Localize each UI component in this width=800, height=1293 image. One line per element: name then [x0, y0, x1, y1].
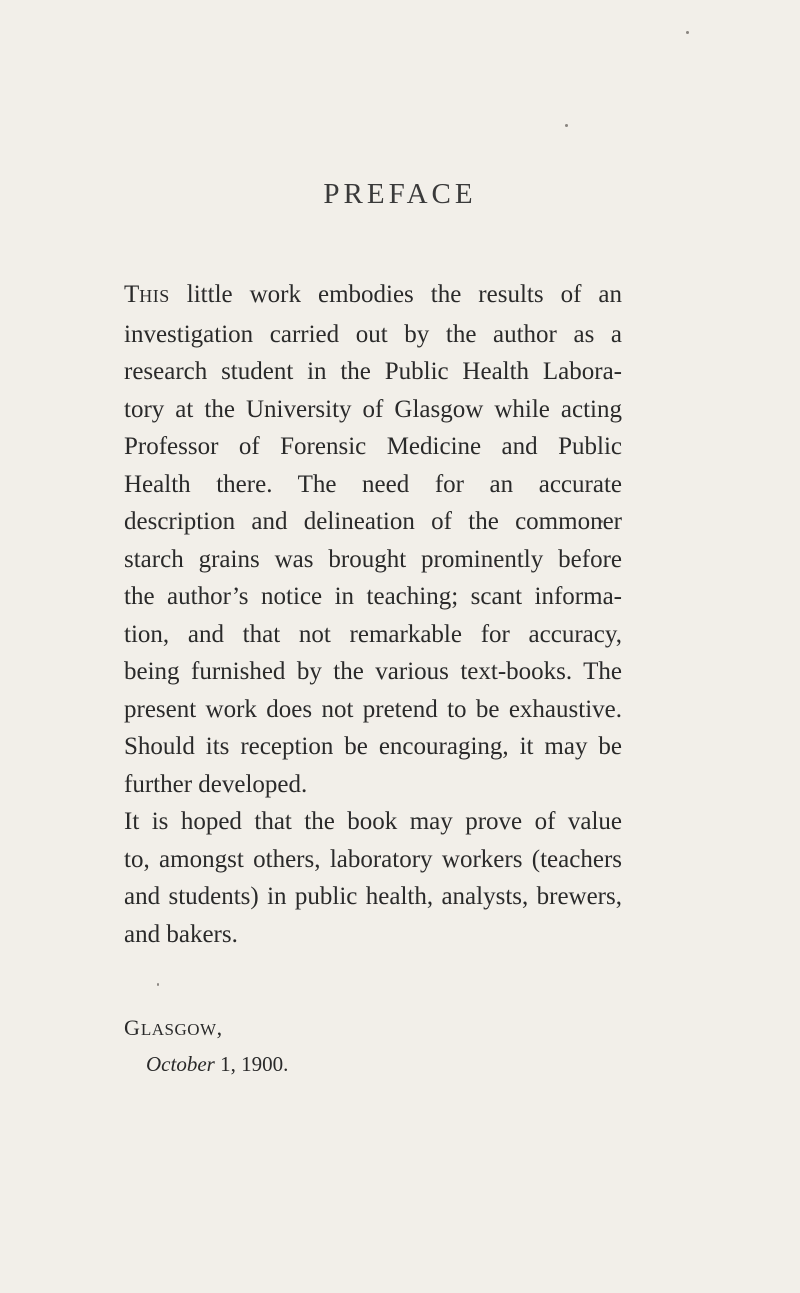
text-line: being furnished by the various text-books. The	[124, 658, 622, 685]
text-line: Professor of Forensic Medicine and Public	[124, 433, 622, 460]
text-line: starch grains was brought prominently before	[124, 545, 622, 573]
text-line: Health there. The need for an accurate	[124, 470, 622, 498]
text-line: research student in the Public Health Labora-	[124, 358, 622, 385]
paper-speck	[686, 31, 689, 34]
text-line: Should its reception be encouraging, it may be	[124, 733, 622, 760]
text-line: to, amongst others, laboratory workers (teachers	[124, 845, 622, 873]
text-line: present work does not pretend to be exhaustive.	[124, 695, 622, 723]
page-title: PREFACE	[323, 178, 477, 210]
paper-speck	[157, 983, 159, 986]
text-line: THIS little work embodies the results of an	[124, 281, 622, 308]
preface-body	[124, 276, 622, 953]
text-line: investigation carried out by the author as a	[124, 320, 622, 348]
text-line: tion, and that not remarkable for accuracy,	[124, 620, 622, 648]
text-line: tory at the University of Glasgow while acting	[124, 395, 622, 423]
signoff-place: GLASGOW,	[124, 1015, 224, 1040]
signoff-date	[124, 1047, 288, 1081]
text-line: It is hoped that the book may prove of value	[124, 808, 622, 835]
signoff	[124, 1011, 288, 1081]
text-line: and bakers.	[124, 920, 238, 948]
signoff-month: October	[146, 1052, 215, 1076]
text-line: description and delineation of the commoner	[124, 508, 622, 535]
text-line: further developed.	[124, 770, 308, 798]
text-line: and students) in public health, analysts, brewers,	[124, 883, 622, 910]
signoff-day-year: 1, 1900.	[220, 1052, 289, 1076]
paper-speck	[565, 124, 568, 127]
text-line: the author’s notice in teaching; scant informa-	[124, 583, 622, 610]
